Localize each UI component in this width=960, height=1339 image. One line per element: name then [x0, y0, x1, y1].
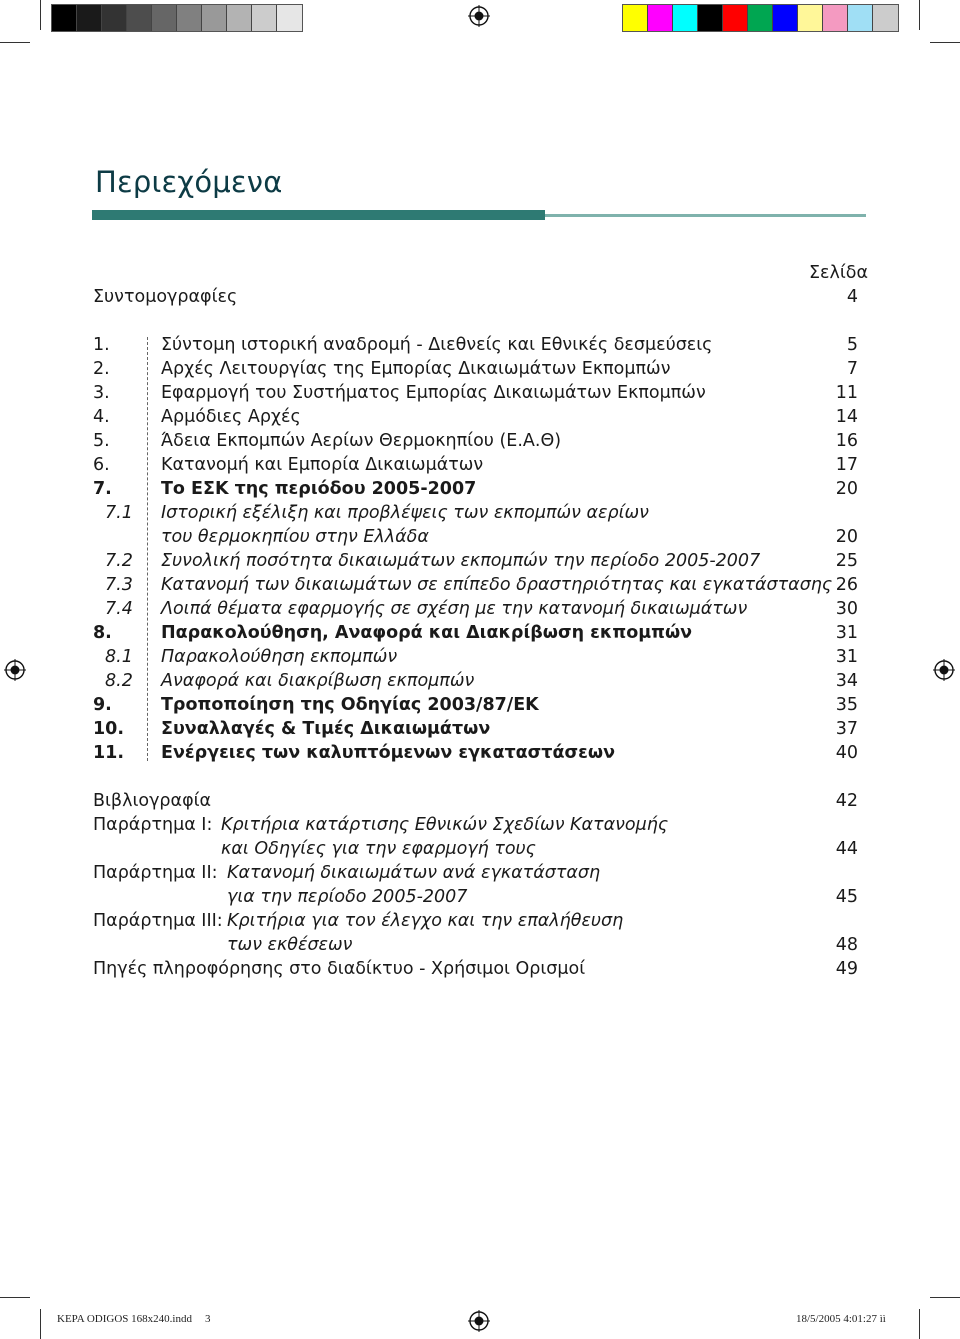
toc-entry-title: Ιστορική εξέλιξη και προβλέψεις των εκπομπών αερίων [161, 503, 649, 523]
color-swatch [748, 5, 773, 31]
color-swatch [623, 5, 648, 31]
toc-entry-title: Αρχές Λειτουργίας της Εμπορίας Δικαιωμάτων Εκπομπών [161, 359, 671, 379]
toc-page-number: 40 [835, 743, 858, 763]
color-swatch [227, 5, 252, 31]
toc-entry-number: 7.1 [105, 503, 133, 523]
color-swatch [648, 5, 673, 31]
toc-entry-title: Αρμόδιες Αρχές [161, 407, 301, 427]
toc-entry [93, 645, 858, 669]
toc-entry-number: 7.3 [105, 575, 133, 595]
toc-entry [93, 501, 858, 525]
registration-mark-icon [4, 659, 26, 681]
toc-appendix-2-title: Κατανομή δικαιωμάτων ανά εγκατάσταση [227, 863, 601, 883]
color-swatch [773, 5, 798, 31]
toc-appendix-1-title: Κριτήρια κατάρτισης Εθνικών Σχεδίων Κατανομής [221, 815, 669, 835]
toc-entry [93, 669, 858, 693]
toc-entry-title: Συνολική ποσότητα δικαιωμάτων εκπομπών την περίοδο 2005-2007 [161, 551, 761, 571]
crop-mark [40, 1309, 41, 1339]
color-swatch [252, 5, 277, 31]
toc-appendix-1-title-cont: και Οδηγίες για την εφαρμογή τους [221, 839, 536, 859]
title-rule [92, 210, 866, 220]
toc-page-number: 5 [846, 335, 858, 355]
color-swatch [873, 5, 898, 31]
toc-entry-title: Ενέργειες των καλυπτόμενων εγκαταστάσεων [161, 743, 615, 763]
color-swatch [127, 5, 152, 31]
toc-page-number: 20 [835, 479, 858, 499]
toc-bibliography: Βιβλιογραφία [93, 791, 212, 811]
toc-entry-title: Παρακολούθηση, Αναφορά και Διακρίβωση εκπομπών [161, 623, 693, 643]
toc-page-number: 30 [835, 599, 858, 619]
toc-entry-title: Κατανομή και Εμπορία Δικαιωμάτων [161, 455, 484, 475]
registration-mark-icon [468, 5, 490, 27]
toc-page-number: 20 [835, 527, 858, 547]
toc-entry-number: 7.2 [105, 551, 133, 571]
toc-entry [93, 597, 858, 621]
toc-entry-title: Συναλλαγές & Τιμές Δικαιωμάτων [161, 719, 491, 739]
toc-entry-number: 7.4 [105, 599, 133, 619]
toc-entry [93, 429, 858, 453]
toc-entry [93, 573, 858, 597]
slug-page: 3 [205, 1313, 211, 1325]
toc-page-number: 45 [835, 887, 858, 907]
registration-mark-icon [933, 659, 955, 681]
toc-page-number: 49 [835, 959, 858, 979]
slug-timestamp: 18/5/2005 4:01:27 ìì [796, 1313, 886, 1325]
toc-entry-title: Τροποποίηση της Οδηγίας 2003/87/ΕΚ [161, 695, 539, 715]
toc-page-number: 44 [835, 839, 858, 859]
toc-entry [93, 405, 858, 429]
toc-entry-number: 1. [93, 335, 110, 355]
crop-mark [930, 42, 960, 43]
toc-appendix-2-title-cont: για την περίοδο 2005-2007 [227, 887, 468, 907]
toc-page-number: 16 [835, 431, 858, 451]
page-title: Περιεχόμενα [95, 165, 283, 199]
toc-entry-title: Αναφορά και διακρίβωση εκπομπών [161, 671, 475, 691]
toc-entry-title: Εφαρμογή του Συστήματος Εμπορίας Δικαιωμάτων Εκπομπών [161, 383, 706, 403]
toc-entry [93, 477, 858, 501]
color-swatch [277, 5, 302, 31]
toc-page-number: 31 [835, 647, 858, 667]
toc-entry-number: 3. [93, 383, 110, 403]
crop-mark [0, 1297, 30, 1298]
toc-page-number: 42 [835, 791, 858, 811]
toc-entry-number: 8. [93, 623, 112, 643]
color-swatch [798, 5, 823, 31]
toc-page-number: 26 [835, 575, 858, 595]
slug-filename: KEPA ODIGOS 168x240.indd [57, 1313, 192, 1325]
toc-appendix-2-label: Παράρτημα ΙΙ: [93, 863, 218, 883]
toc-appendix-1-label: Παράρτημα Ι: [93, 815, 213, 835]
color-swatch [177, 5, 202, 31]
toc-page-number: 35 [835, 695, 858, 715]
title-rule-light [545, 214, 866, 217]
toc-entry-number: 10. [93, 719, 125, 739]
toc-entry [93, 717, 858, 741]
crop-mark [40, 0, 41, 30]
toc-entry-number: 8.1 [105, 647, 133, 667]
toc-entry [93, 333, 858, 357]
toc-entry [93, 381, 858, 405]
color-swatch [202, 5, 227, 31]
toc-page-number: 14 [835, 407, 858, 427]
toc-appendix-3-title: Κριτήρια για τον έλεγχο και την επαλήθευση [227, 911, 624, 931]
toc-entry [93, 525, 858, 549]
crop-mark [919, 0, 920, 30]
toc-page-number: 48 [835, 935, 858, 955]
color-swatch [723, 5, 748, 31]
toc-entry-number: 2. [93, 359, 110, 379]
toc-page-number: 37 [835, 719, 858, 739]
toc-entry [93, 453, 858, 477]
title-rule-dark [92, 210, 545, 220]
toc-page-number: 31 [835, 623, 858, 643]
crop-mark [919, 1309, 920, 1339]
toc-page-number: 25 [835, 551, 858, 571]
toc-entry-title: του θερμοκηπίου στην Ελλάδα [161, 527, 429, 547]
toc-entry [93, 621, 858, 645]
toc-internet-sources: Πηγές πληροφόρησης στο διαδίκτυο - Χρήσιμοι Ορισμοί [93, 959, 586, 979]
color-swatch [823, 5, 848, 31]
toc-entry-title: Παρακολούθηση εκπομπών [161, 647, 398, 667]
toc-page-number: 11 [835, 383, 858, 403]
toc-entry [93, 357, 858, 381]
color-swatch [673, 5, 698, 31]
toc-entry [93, 549, 858, 573]
toc-entry-number: 9. [93, 695, 112, 715]
color-swatch [77, 5, 102, 31]
color-swatch [102, 5, 127, 31]
grayscale-colorbar [51, 4, 303, 32]
toc-appendix-3-title-cont: των εκθέσεων [227, 935, 353, 955]
page-column-header: Σελίδα [808, 263, 868, 283]
color-swatch [698, 5, 723, 31]
toc-abbreviations: Συντομογραφίες [93, 287, 238, 307]
toc-appendix-3-label: Παράρτημα ΙΙΙ: [93, 911, 223, 931]
toc-entry-title: Το ΕΣΚ της περιόδου 2005-2007 [161, 479, 477, 499]
toc-entry-number: 7. [93, 479, 112, 499]
color-swatch [52, 5, 77, 31]
toc-entry-title: Άδεια Εκπομπών Αερίων Θερμοκηπίου (Ε.Α.Θ) [161, 431, 562, 451]
color-swatch [152, 5, 177, 31]
toc-entry-number: 8.2 [105, 671, 133, 691]
toc-page-number: 7 [846, 359, 858, 379]
toc-entry-title: Λοιπά θέματα εφαρμογής σε σχέση με την κατανομή δικαιωμάτων [161, 599, 748, 619]
registration-mark-icon [468, 1310, 490, 1332]
crop-mark [930, 1297, 960, 1298]
crop-mark [0, 42, 30, 43]
toc-entry-number: 5. [93, 431, 110, 451]
toc-entry-title: Κατανομή των δικαιωμάτων σε επίπεδο δραστηριότητας και εγκατάστασης [161, 575, 833, 595]
toc-entry-number: 11. [93, 743, 125, 763]
toc-entry-number: 4. [93, 407, 110, 427]
toc-entry [93, 741, 858, 765]
cmyk-colorbar [622, 4, 899, 32]
color-swatch [848, 5, 873, 31]
toc-entry [93, 693, 858, 717]
toc-entry-number: 6. [93, 455, 110, 475]
toc-page-number: 34 [835, 671, 858, 691]
toc-page-number: 4 [846, 287, 858, 307]
toc-entry-title: Σύντομη ιστορική αναδρομή - Διεθνείς και Εθνικές δεσμεύσεις [161, 335, 713, 355]
toc-page-number: 17 [835, 455, 858, 475]
